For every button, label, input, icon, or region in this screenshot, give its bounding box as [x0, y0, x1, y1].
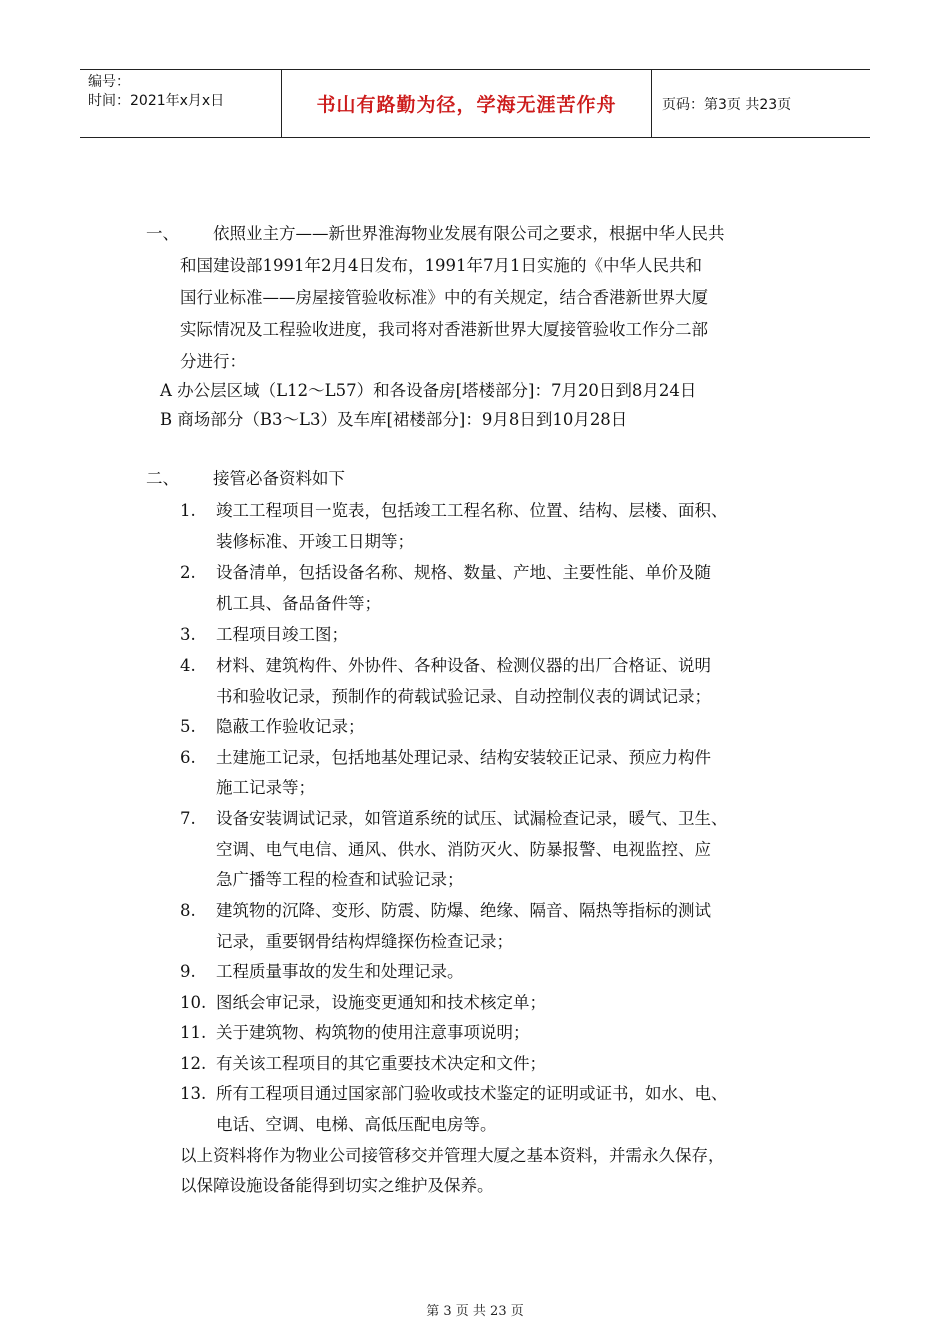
- list-item: 有关该工程项目的其它重要技术决定和文件；: [216, 1054, 546, 1073]
- list-item: 土建施工记录，包括地基处理记录、结构安装较正记录、预应力构件: [216, 748, 711, 767]
- list-item-number: 5.: [180, 717, 196, 736]
- section1-line: 实际情况及工程验收进度，我司将对香港新世界大厦接管验收工作分二部: [180, 320, 708, 339]
- list-item: 竣工工程项目一览表，包括竣工工程名称、位置、结构、层楼、面积、: [216, 501, 728, 520]
- list-item: 工程项目竣工图；: [216, 625, 348, 644]
- list-item: 急广播等工程的检查和试验记录；: [216, 870, 464, 889]
- section2-heading: 接管必备资料如下: [213, 469, 345, 488]
- section1-line: 依照业主方——新世界淮海物业发展有限公司之要求，根据中华人民共: [213, 224, 725, 243]
- list-item: 材料、建筑构件、外协件、各种设备、检测仪器的出厂合格证、说明: [216, 656, 711, 675]
- list-item-number: 1.: [180, 501, 196, 520]
- page-header: [80, 69, 870, 138]
- list-item-number: 4.: [180, 656, 196, 675]
- list-item: 图纸会审记录，设施变更通知和技术核定单；: [216, 993, 546, 1012]
- list-item: 关于建筑物、构筑物的使用注意事项说明；: [216, 1023, 530, 1042]
- document-number-label: 编号：: [88, 74, 130, 90]
- list-item-number: 11.: [180, 1023, 207, 1042]
- list-item-number: 7.: [180, 809, 196, 828]
- list-item-number: 8.: [180, 901, 196, 920]
- header-meta: [80, 70, 282, 137]
- list-item: 空调、电气电信、通风、供水、消防灭火、防暴报警、电视监控、应: [216, 840, 711, 859]
- list-item: 工程质量事故的发生和处理记录。: [216, 962, 464, 981]
- section1-line: 国行业标准——房屋接管验收标准》中的有关规定，结合香港新世界大厦: [180, 288, 708, 307]
- list-item: 隐蔽工作验收记录；: [216, 717, 365, 736]
- list-item-number: 9.: [180, 962, 196, 981]
- list-item-number: 12.: [180, 1054, 207, 1073]
- section1-marker: 一、: [146, 224, 179, 243]
- header-motto: 书山有路勤为径，学海无涯苦作舟: [282, 70, 652, 137]
- list-item: 电话、空调、电梯、高低压配电房等。: [216, 1115, 497, 1134]
- list-item: 所有工程项目通过国家部门验收或技术鉴定的证明或证书，如水、电、: [216, 1084, 728, 1103]
- section2-marker: 二、: [146, 469, 179, 488]
- list-item: 书和验收记录，预制作的荷载试验记录、自动控制仪表的调试记录；: [216, 687, 711, 706]
- list-item: 记录，重要钢骨结构焊缝探伤检查记录；: [216, 932, 513, 951]
- header-page-number: 页码：第3页 共23页: [662, 96, 792, 113]
- list-item: 设备安装调试记录，如管道系统的试压、试漏检查记录，暖气、卫生、: [216, 809, 728, 828]
- list-item: 建筑物的沉降、变形、防震、防爆、绝缘、隔音、隔热等指标的测试: [216, 901, 711, 920]
- list-item: 机工具、备品备件等；: [216, 594, 381, 613]
- closing-paragraph: 以保障设施设备能得到切实之维护及保养。: [180, 1176, 494, 1195]
- list-item: 施工记录等；: [216, 778, 315, 797]
- phase-a: A 办公层区域（L12～L57）和各设备房[塔楼部分]：7月20日到8月24日: [160, 381, 697, 400]
- list-item-number: 2.: [180, 563, 196, 582]
- document-date-label: 时间：2021年x月x日: [88, 93, 225, 109]
- page-footer: 第 3 页 共 23 页: [426, 1304, 524, 1319]
- section1-line: 和国建设部1991年2月4日发布，1991年7月1日实施的《中华人民共和: [180, 256, 702, 275]
- list-item: 设备清单，包括设备名称、规格、数量、产地、主要性能、单价及随: [216, 563, 711, 582]
- list-item-number: 3.: [180, 625, 196, 644]
- list-item-number: 6.: [180, 748, 196, 767]
- list-item-number: 13.: [180, 1084, 207, 1103]
- phase-b: B 商场部分（B3～L3）及车库[裙楼部分]：9月8日到10月28日: [160, 410, 628, 429]
- list-item: 装修标准、开竣工日期等；: [216, 532, 414, 551]
- list-item-number: 10.: [180, 993, 207, 1012]
- section1-line: 分进行：: [180, 352, 246, 371]
- closing-paragraph: 以上资料将作为物业公司接管移交并管理大厦之基本资料，并需永久保存，: [180, 1146, 725, 1165]
